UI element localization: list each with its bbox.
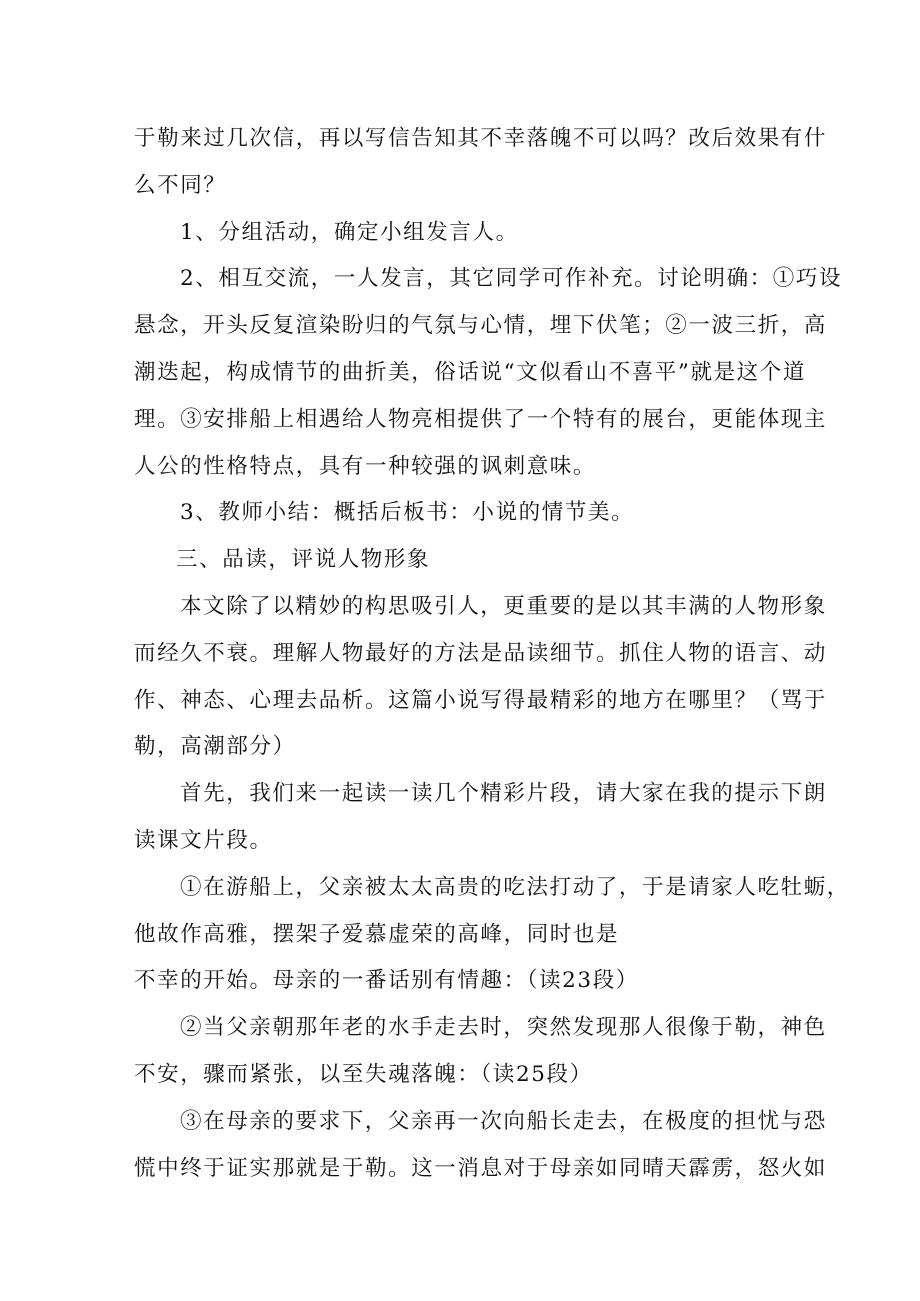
text-line: 勒，高潮部分） — [134, 734, 296, 760]
text-line: 3、教师小结：概括后板书：小说的情节美。 — [180, 500, 635, 526]
text-line: 悬念，开头反复渲染盼归的气氛与心情，埋下伏笔；②一波三折，高 — [134, 313, 828, 339]
text-line: 2、相互交流，一人发言，其它同学可作补充。讨论明确：①巧设 — [180, 266, 843, 292]
paragraph-reading-intro — [134, 771, 827, 865]
text-line: 潮迭起，构成情节的曲折美，俗话说“文似看山不喜平”就是这个道 — [134, 359, 806, 385]
paragraph-step-3 — [134, 490, 794, 537]
paragraph-excerpt-2 — [134, 1005, 827, 1099]
text-line: ②当父亲朝那年老的水手走去时，突然发现那人很像于勒，神色 — [180, 1015, 827, 1041]
text-line: 么不同？ — [134, 172, 227, 198]
paragraph-excerpt-1-continued — [134, 958, 794, 1005]
text-line: 慌中终于证实那就是于勒。这一消息对于母亲如同晴天霹雳，怒火如 — [134, 1155, 828, 1181]
document-body — [134, 116, 850, 1192]
paragraph-excerpt-3 — [134, 1099, 828, 1193]
text-line: 首先，我们来一起读一读几个精彩片段，请大家在我的提示下朗 — [180, 781, 827, 807]
text-line: 而经久不衰。理解人物最好的方法是品读细节。抓住人物的语言、动 — [134, 640, 828, 666]
text-line: 1、分组活动，确定小组发言人。 — [180, 219, 519, 245]
text-line: 本文除了以精妙的构思吸引人，更重要的是以其丰满的人物形象 — [180, 593, 827, 619]
paragraph-step-1 — [134, 210, 794, 257]
text-line: 他故作高雅，摆架子爱慕虚荣的高峰，同时也是 — [134, 921, 620, 947]
paragraph-question-continuation — [134, 116, 828, 210]
section-heading-character-analysis — [134, 537, 794, 584]
paragraph-character-intro — [134, 584, 828, 771]
text-line: 理。③安排船上相遇给人物亮相提供了一个特有的展台，更能体现主 — [134, 406, 828, 432]
text-line: ①在游船上，父亲被太太高贵的吃法打动了，于是请家人吃牡蛎， — [180, 874, 850, 900]
section-heading: 三、品读，评说人物形象 — [176, 547, 431, 573]
text-line: 于勒来过几次信，再以写信告知其不幸落魄不可以吗？改后效果有什 — [134, 126, 828, 151]
text-line: 人公的性格特点，具有一种较强的讽刺意味。 — [134, 453, 597, 479]
paragraph-step-2 — [134, 256, 843, 490]
text-line: 不幸的开始。母亲的一番话别有情趣：（读23段） — [134, 968, 639, 994]
text-line: 不安，骤而紧张，以至失魂落魄：（读25段） — [134, 1061, 593, 1087]
text-line: 读课文片段。 — [134, 827, 273, 853]
text-line: ③在母亲的要求下，父亲再一次向船长走去，在极度的担忧与恐 — [180, 1108, 827, 1134]
text-line: 作、神态、心理去品析。这篇小说写得最精彩的地方在哪里？（骂于 — [134, 687, 828, 713]
paragraph-excerpt-1 — [134, 865, 850, 959]
